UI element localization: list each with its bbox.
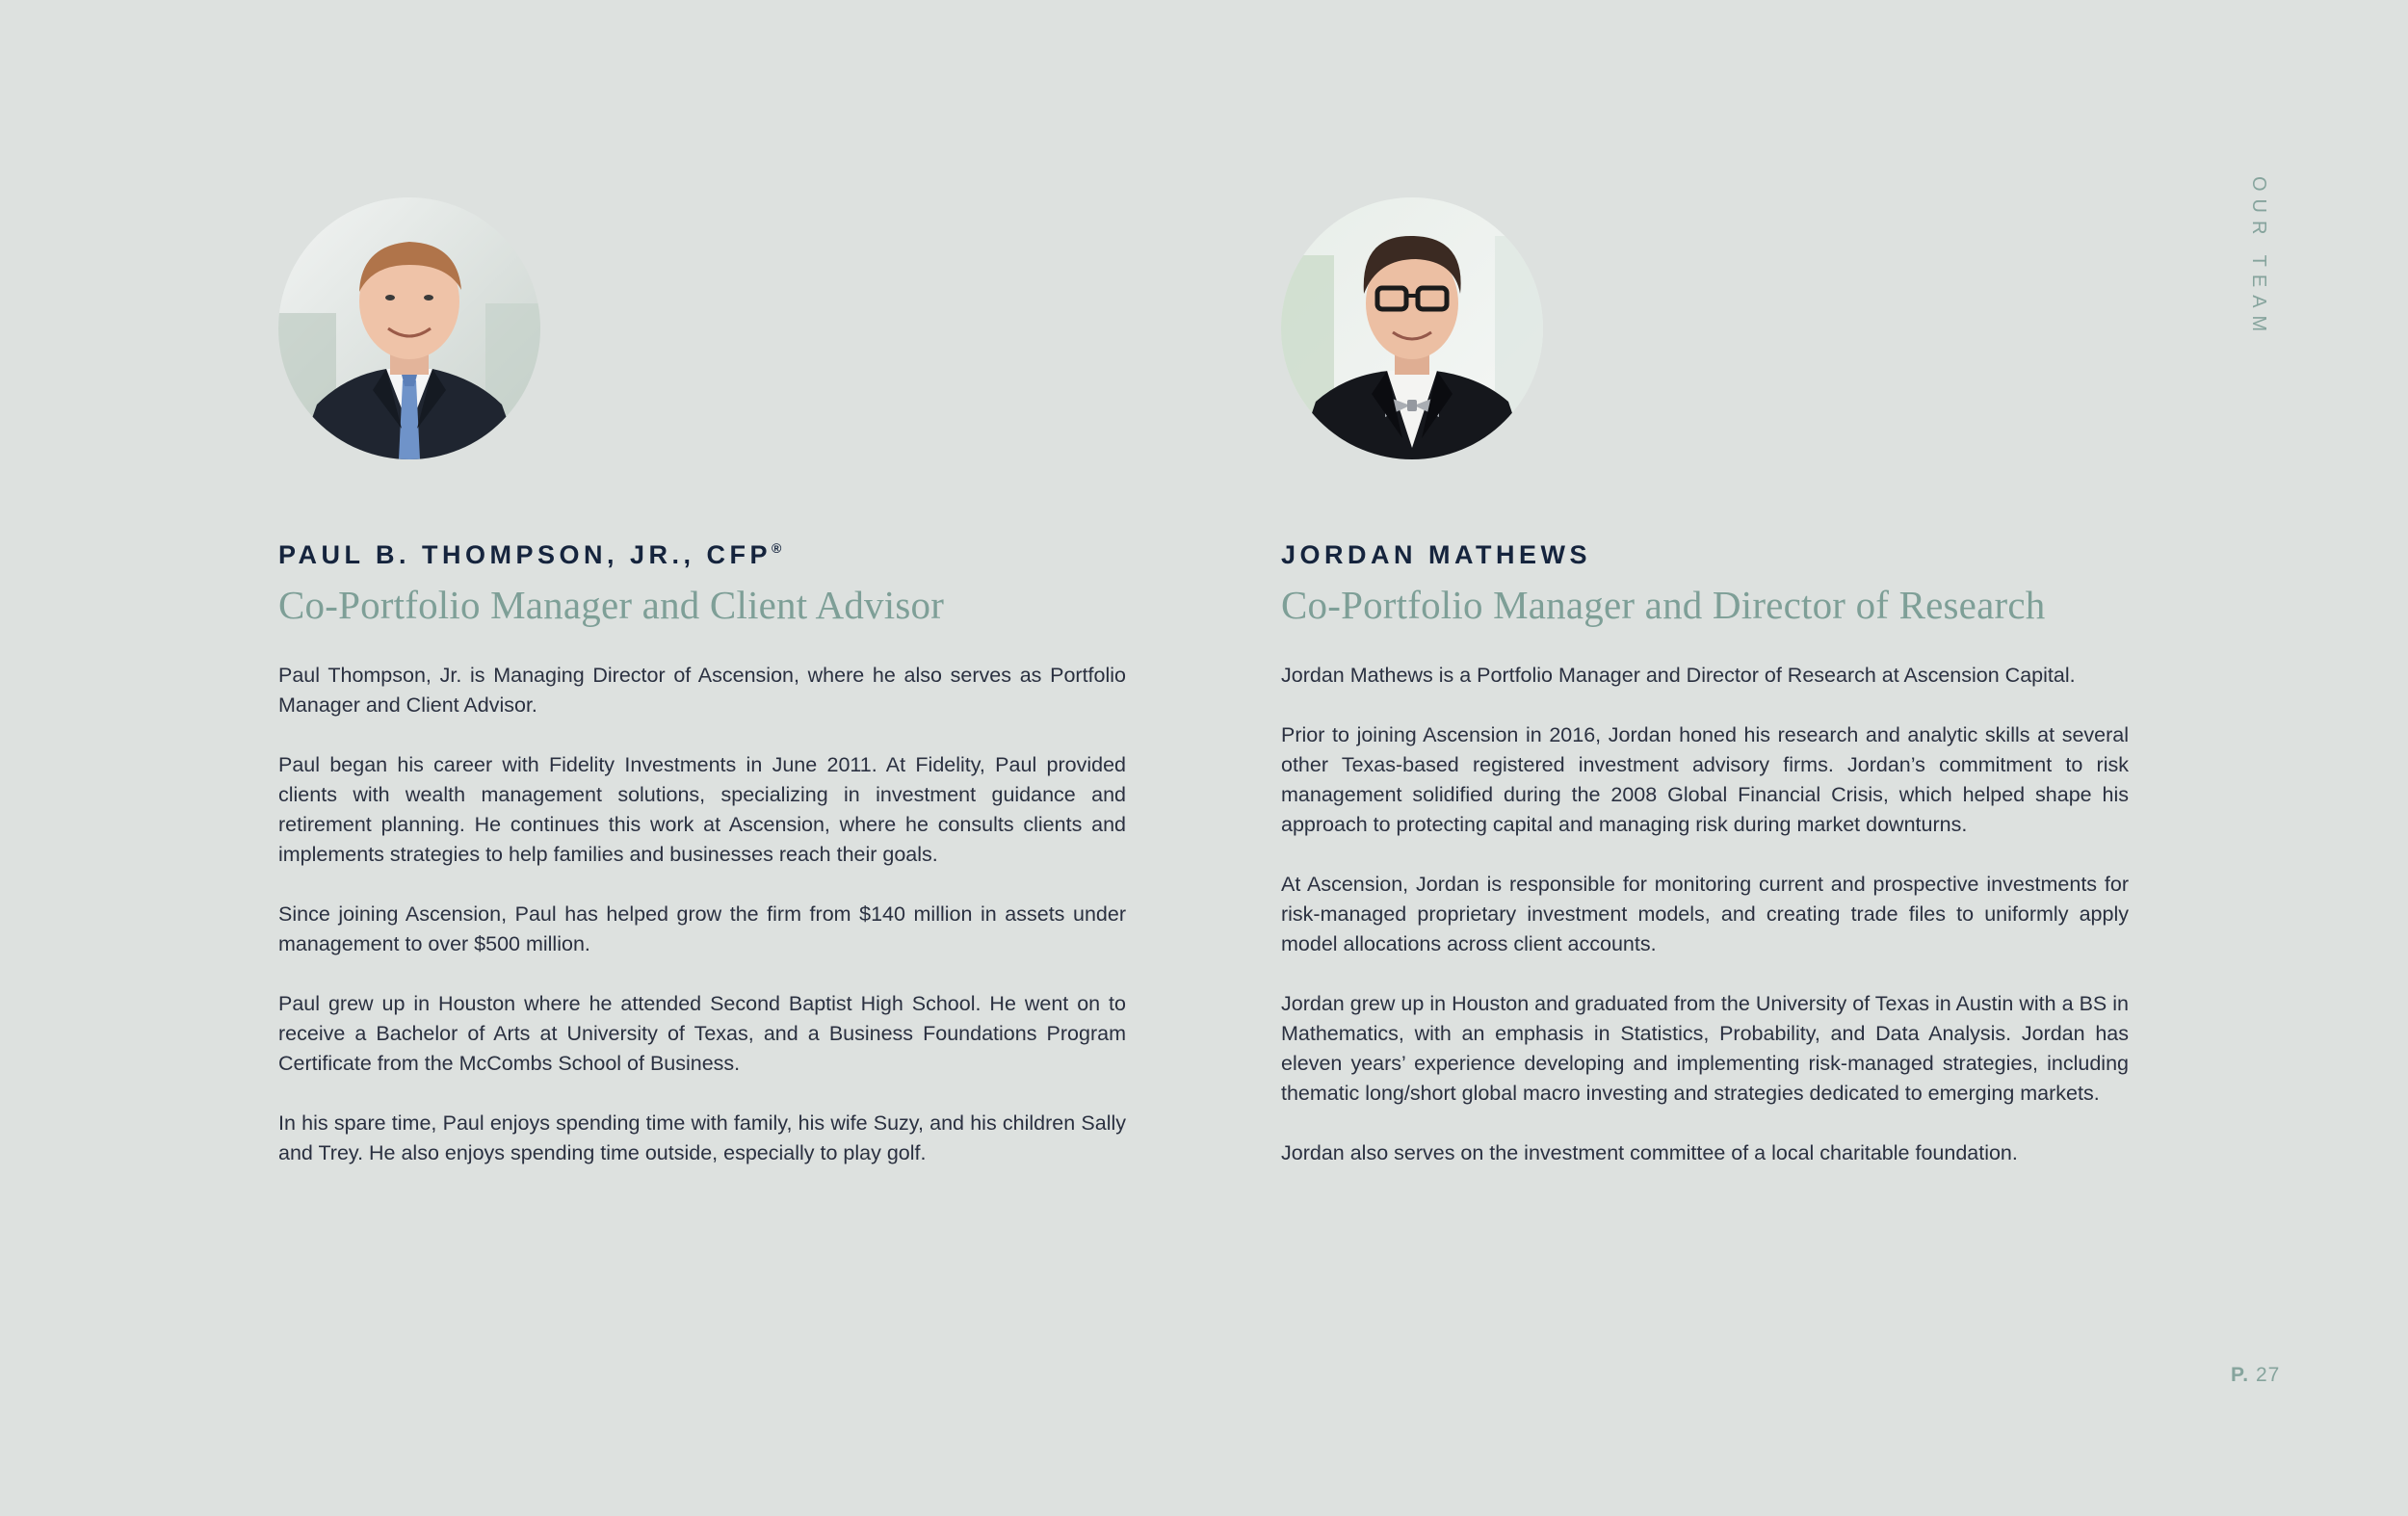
team-member-card — [278, 197, 1126, 1168]
headshot-portrait-bowtie-icon — [1281, 197, 1543, 459]
page-number-value: 27 — [2255, 1364, 2281, 1386]
bio-paragraph: Paul Thompson, Jr. is Managing Director of Ascension, where he also serves as Portfolio Manager and Client Advisor. — [278, 664, 1126, 717]
bio-paragraph: At Ascension, Jordan is responsible for monitoring current and prospective investments for risk-managed proprietary investment models, and creating trade files to uniformly apply model allocations across client accounts. — [1281, 873, 2129, 955]
page-number — [2231, 1364, 2280, 1387]
member-title: Co-Portfolio Manager and Client Advisor — [278, 583, 945, 627]
bio-paragraph: Paul began his career with Fidelity Investments in June 2011. At Fidelity, Paul provided clients with wealth management solutions, specializing in investment guidance and retirement planning. He continues this work at Ascension, where he consults clients and implements strategies to help families and businesses reach their goals. — [278, 753, 1126, 866]
member-bio — [1281, 661, 2129, 1168]
page-prefix: P. — [2231, 1364, 2250, 1386]
bio-paragraph: In his spare time, Paul enjoys spending time with family, his wife Suzy, and his children Sally and Trey. He also enjoys spending time outside, especially to play golf. — [278, 1111, 1126, 1164]
headshot-photo — [1281, 197, 1543, 459]
bio-paragraph: Since joining Ascension, Paul has helped grow the firm from $140 million in assets under management to over $500 million. — [278, 902, 1126, 955]
bio-paragraph: Paul grew up in Houston where he attended Second Baptist High School. He went on to receive a Bachelor of Arts at University of Texas, and a Business Foundations Program Certificate from the McCombs School of Business. — [278, 992, 1126, 1075]
bio-paragraph: Jordan grew up in Houston and graduated from the University of Texas in Austin with a BS in Mathematics, with an emphasis in Statistics, Probability, and Data Analysis. Jordan has eleven years’ experience developing and implementing risk-managed strategies, including thematic long/short global macro investing and strategies dedicated to emerging markets. — [1281, 992, 2129, 1105]
team-member-card — [1281, 197, 2129, 1168]
registered-mark: ® — [772, 540, 782, 556]
headshot-portrait-tie-icon — [278, 197, 540, 459]
bio-paragraph: Jordan also serves on the investment committee of a local charitable foundation. — [1281, 1141, 2018, 1164]
member-name: JORDAN MATHEWS — [1281, 540, 1591, 569]
member-title: Co-Portfolio Manager and Director of Research — [1281, 583, 2046, 627]
member-name: PAUL B. THOMPSON, JR., CFP® — [278, 540, 782, 569]
bio-paragraph: Prior to joining Ascension in 2016, Jordan honed his research and analytic skills at several other Texas-based registered investment advisory firms. Jordan’s commitment to risk management solidified during the 2008 Global Financial Crisis, which helped shape his approach to protecting capital and managing risk during market downturns. — [1281, 723, 2129, 836]
bio-paragraph: Jordan Mathews is a Portfolio Manager and Director of Research at Ascension Capital. — [1281, 664, 2076, 687]
headshot-photo — [278, 197, 540, 459]
member-bio — [278, 661, 1126, 1168]
section-label: OUR TEAM — [2248, 176, 2269, 340]
